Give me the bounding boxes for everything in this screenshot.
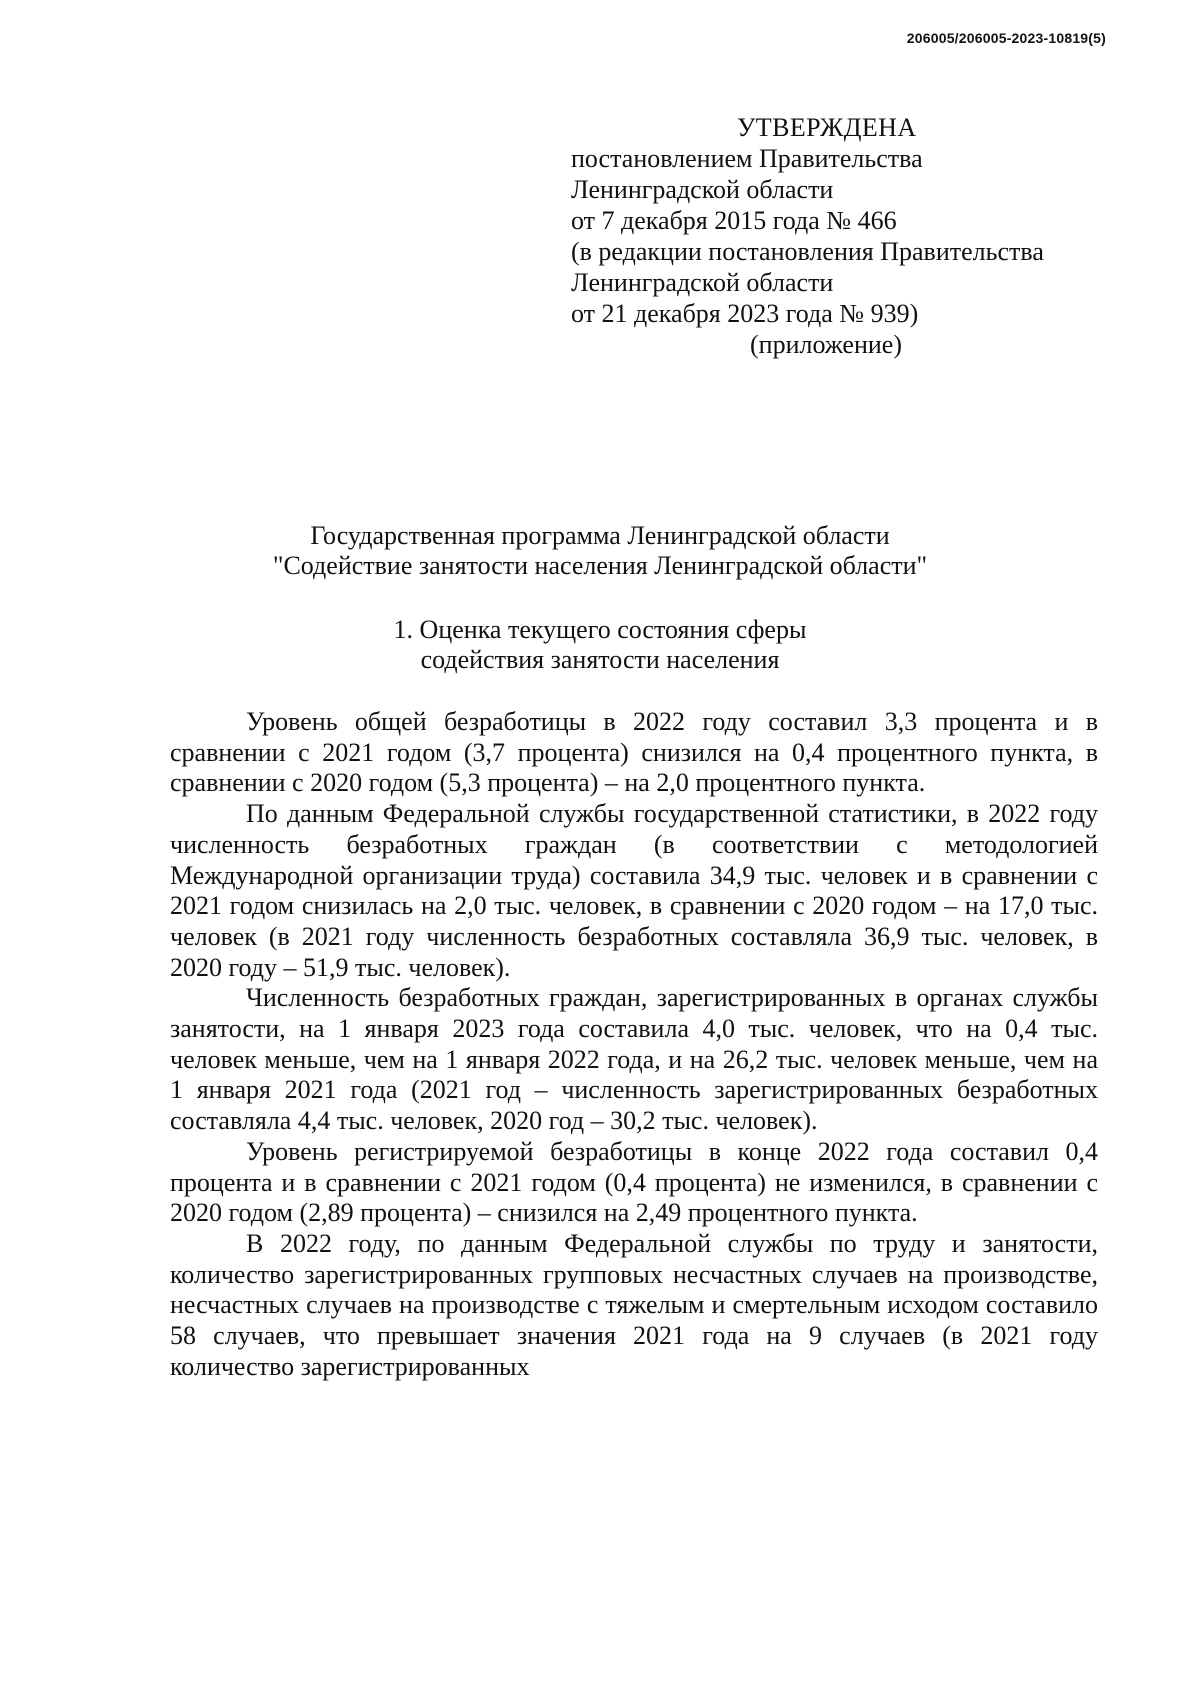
appendix-label: (приложение) bbox=[750, 330, 903, 359]
section-heading-line: содействия занятости населения bbox=[420, 645, 780, 674]
paragraph: По данным Федеральной службы государственной статистики, в 2022 году численность безработных граждан (в соответствии с методологией Международной организации труда) составила 34,9 тыс. человек и в сравнении с 2021 годом снизилась на 2,0 тыс. человек, в сравнении с 2020 годом – на 17,0 тыс. человек (в 2021 году численность безработных составляла 36,9 тыс. человек, в 2020 году – 51,9 тыс. человек). bbox=[170, 799, 1098, 982]
approval-line: Ленинградской области bbox=[571, 175, 834, 204]
program-title bbox=[150, 521, 1050, 581]
approval-line: постановлением Правительства bbox=[571, 144, 923, 173]
section-heading-line: 1. Оценка текущего состояния сферы bbox=[393, 615, 807, 644]
program-title-line: Государственная программа Ленинградской области bbox=[310, 521, 890, 550]
paragraph: Уровень регистрируемой безработицы в конце 2022 года составил 0,4 процента и в сравнении с 2021 годом (0,4 процента) не изменился, в сравнении с 2020 годом (2,89 процента) – снизился на 2,49 процентного пункта. bbox=[170, 1136, 1098, 1228]
section-heading bbox=[150, 615, 1050, 675]
approval-line: (в редакции постановления Правительства bbox=[571, 237, 1044, 266]
paragraph: Численность безработных граждан, зарегистрированных в органах службы занятости, на 1 января 2023 года составила 4,0 тыс. человек, что на 0,4 тыс. человек меньше, чем на 1 января 2022 года, и на 26,2 тыс. человек меньше, чем на 1 января 2021 года (2021 год – численность зарегистрированных безработных составляла 4,4 тыс. человек, 2020 год – 30,2 тыс. человек). bbox=[170, 983, 1098, 1136]
program-title-line: "Содействие занятости населения Ленинградской области" bbox=[272, 551, 928, 580]
approval-line: Ленинградской области bbox=[571, 268, 834, 297]
approval-heading: УТВЕРЖДЕНА bbox=[737, 113, 917, 142]
body-text bbox=[170, 707, 1098, 1382]
approval-line: от 7 декабря 2015 года № 466 bbox=[571, 206, 897, 235]
paragraph: В 2022 году, по данным Федеральной службы по труду и занятости, количество зарегистрированных групповых несчастных случаев на производстве, несчастных случаев на производстве с тяжелым и смертельным исходом составило 58 случаев, что превышает значения 2021 года на 9 случаев (в 2021 году количество зарегистрированных bbox=[170, 1228, 1098, 1381]
approval-line: от 21 декабря 2023 года № 939) bbox=[571, 299, 919, 328]
paragraph: Уровень общей безработицы в 2022 году составил 3,3 процента и в сравнении с 2021 годом (3,7 процента) снизился на 0,4 процентного пункта, в сравнении с 2020 годом (5,3 процента) – на 2,0 процентного пункта. bbox=[170, 707, 1098, 798]
document-id: 206005/206005-2023-10819(5) bbox=[906, 30, 1106, 46]
approval-block bbox=[571, 112, 1131, 360]
